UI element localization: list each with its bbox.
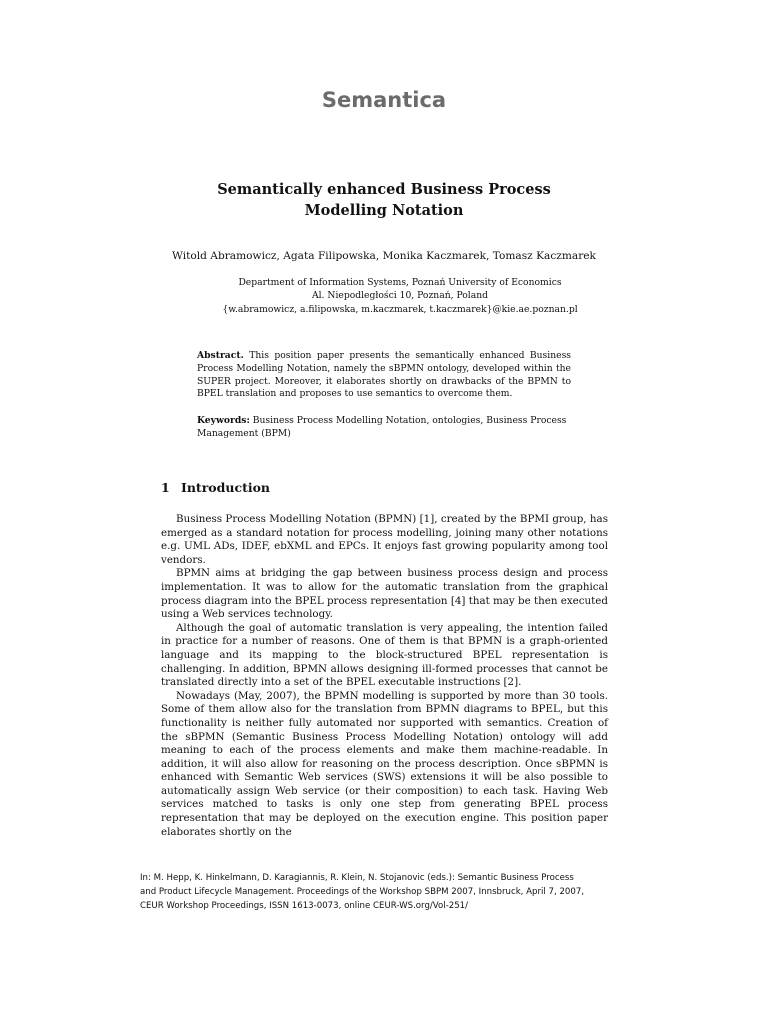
footnote-line: and Product Lifecycle Management. Proceedings of the Workshop SBPM 2007, Innsbruck, April 7, 2007,	[140, 886, 585, 897]
site-watermark: Semantica	[321, 88, 447, 112]
keywords	[197, 415, 571, 441]
affiliation-emails: {w.abramowicz, a.filipowska, m.kaczmarek, t.kaczmarek}@kie.ae.poznan.pl	[222, 303, 578, 315]
paragraph: Business Process Modelling Notation (BPMN) [1], created by the BPMI group, has emerged as a standard notation for process modelling, joining many other notations e.g. UML ADs, IDEF, ebXML and EPCs. It enjoys fast growing popularity among tool vendors.	[161, 513, 608, 566]
keywords-text: Business Process Modelling Notation, ontologies, Business Process Management (BPM)	[197, 415, 567, 439]
section-title: Introduction	[181, 480, 271, 495]
footnote-line: In: M. Hepp, K. Hinkelmann, D. Karagiannis, R. Klein, N. Stojanovic (eds.): Semantic Business Process	[140, 873, 574, 883]
footnote-line: CEUR Workshop Proceedings, ISSN 1613-0073, online CEUR-WS.org/Vol-251/	[140, 900, 469, 911]
author-list: Witold Abramowicz, Agata Filipowska, Monika Kaczmarek, Tomasz Kaczmarek	[172, 250, 596, 262]
affiliation-address: Al. Niepodległości 10, Poznań, Poland	[311, 290, 489, 302]
paragraph: Although the goal of automatic translation is very appealing, the intention failed in practice for a number of reasons. One of them is that BPMN is a graph-oriented language and its mapping to the block-structured BPEL representation is challenging. In addition, BPMN allows designing ill-formed processes that cannot be translated directly into a set of the BPEL executable instructions [2].	[161, 621, 608, 689]
introduction-body	[161, 513, 608, 839]
paragraph: Nowadays (May, 2007), the BPMN modelling is supported by more than 30 tools. Some of them allow also for the translation from BPMN diagrams to BPEL, but this functionality is neither fully automated nor supported with semantics. Creation of the sBPMN (Semantic Business Process Modelling Notation) ontology will add meaning to each of the process elements and make them machine-readable. In addition, it will also allow for reasoning on the process description. Once sBPMN is enhanced with Semantic Web services (SWS) extensions it will be also possible to automatically assign Web service (or their composition) to each task. Having Web services matched to tasks is only one step from generating BPEL process representation that may be deployed on the execution engine. This position paper elaborates shortly on the	[161, 689, 608, 838]
abstract-label: Abstract.	[197, 350, 244, 361]
abstract	[197, 350, 571, 401]
publication-footnote	[140, 872, 620, 913]
affiliation-department: Department of Information Systems, Poznań University of Economics	[238, 277, 562, 288]
keywords-label: Keywords:	[197, 415, 250, 426]
paper-title: Semantically enhanced Business Process Modelling Notation	[217, 181, 551, 219]
abstract-text: This position paper presents the semantically enhanced Business Process Modelling Notation, namely the sBPMN ontology, developed within the SUPER project. Moreover, it elaborates shortly on drawbacks of the BPMN to BPEL translation and proposes to use semantics to overcome them.	[197, 350, 571, 400]
affiliation-block	[150, 276, 650, 316]
section-heading	[161, 480, 270, 496]
paragraph: BPMN aims at bridging the gap between business process design and process implementation. It was to allow for the automatic translation from the graphical process diagram into the BPEL process representation [4] that may be then executed using a Web services technology.	[161, 567, 608, 621]
section-number: 1	[161, 480, 170, 495]
